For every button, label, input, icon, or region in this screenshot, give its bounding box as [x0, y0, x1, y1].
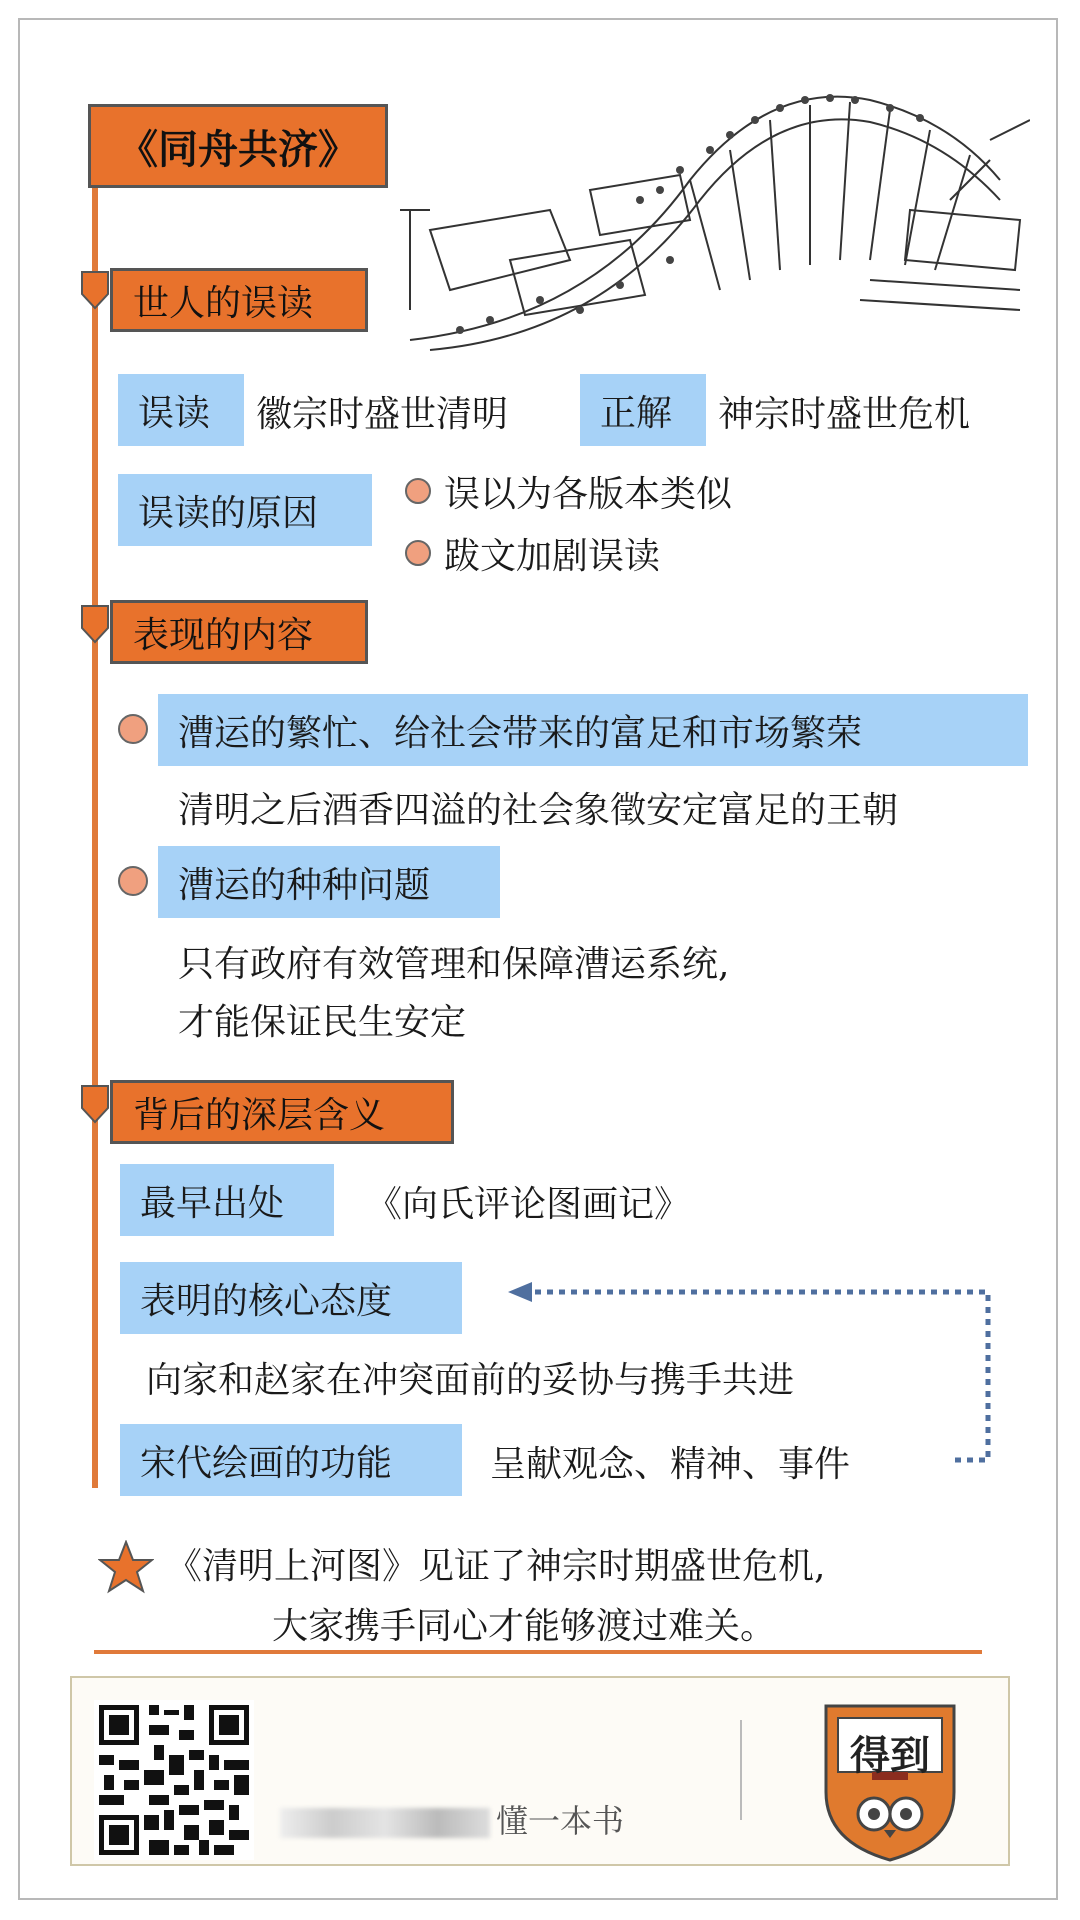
content-point2-text: 才能保证民生安定	[178, 1002, 467, 1043]
content-point2-title: 漕运的种种问题	[158, 846, 500, 918]
section-marker-icon	[80, 1084, 110, 1124]
bullet-icon	[405, 478, 431, 504]
bullet-icon	[118, 714, 148, 744]
divider	[94, 1650, 982, 1654]
attitude-text: 向家和赵家在冲突面前的妥协与携手共进	[146, 1360, 795, 1401]
misread-text: 徽宗时盛世清明	[256, 394, 509, 435]
logo-text: 得到	[850, 1732, 930, 1779]
dotted-arrow-icon	[500, 1270, 1000, 1470]
bridge-illustration	[390, 60, 1030, 360]
attitude-label: 表明的核心态度	[120, 1262, 462, 1334]
reason-item: 误以为各版本类似	[444, 474, 733, 515]
section-marker-icon	[80, 604, 110, 644]
footer-slogan	[280, 1796, 624, 1842]
function-text: 呈献观念、精神、事件	[490, 1444, 851, 1485]
correct-label: 正解	[580, 374, 706, 446]
reason-label: 误读的原因	[118, 474, 372, 546]
misread-label: 误读	[118, 374, 244, 446]
content-point2-text: 只有政府有效管理和保障漕运系统,	[178, 944, 730, 985]
section-heading-misread: 世人的误读	[110, 268, 368, 332]
section-heading-meaning: 背后的深层含义	[110, 1080, 454, 1144]
page-title: 《同舟共济》	[88, 104, 388, 188]
conclusion-line-2: 大家携手同心才能够渡过难关。	[272, 1606, 777, 1647]
origin-label: 最早出处	[120, 1164, 334, 1236]
timeline-spine	[92, 188, 98, 1488]
blurred-text	[280, 1808, 490, 1838]
content-point1-text: 清明之后酒香四溢的社会象徵安定富足的王朝	[178, 790, 899, 831]
star-icon	[98, 1540, 154, 1594]
qr-code-icon	[94, 1700, 254, 1860]
correct-text: 神宗时盛世危机	[718, 394, 971, 435]
bullet-icon	[118, 866, 148, 896]
section-marker-icon	[80, 270, 110, 310]
origin-text: 《向氏评论图画记》	[366, 1184, 691, 1225]
conclusion-line-1: 《清明上河图》见证了神宗时期盛世危机,	[166, 1546, 826, 1587]
content-point1-title: 漕运的繁忙、给社会带来的富足和市场繁荣	[158, 694, 1028, 766]
reason-item: 跋文加剧误读	[444, 536, 661, 577]
section-heading-content: 表现的内容	[110, 600, 368, 664]
footer-divider	[740, 1720, 742, 1820]
function-label: 宋代绘画的功能	[120, 1424, 462, 1496]
footer-slogan-text: 懂一本书	[496, 1802, 625, 1840]
bullet-icon	[405, 540, 431, 566]
